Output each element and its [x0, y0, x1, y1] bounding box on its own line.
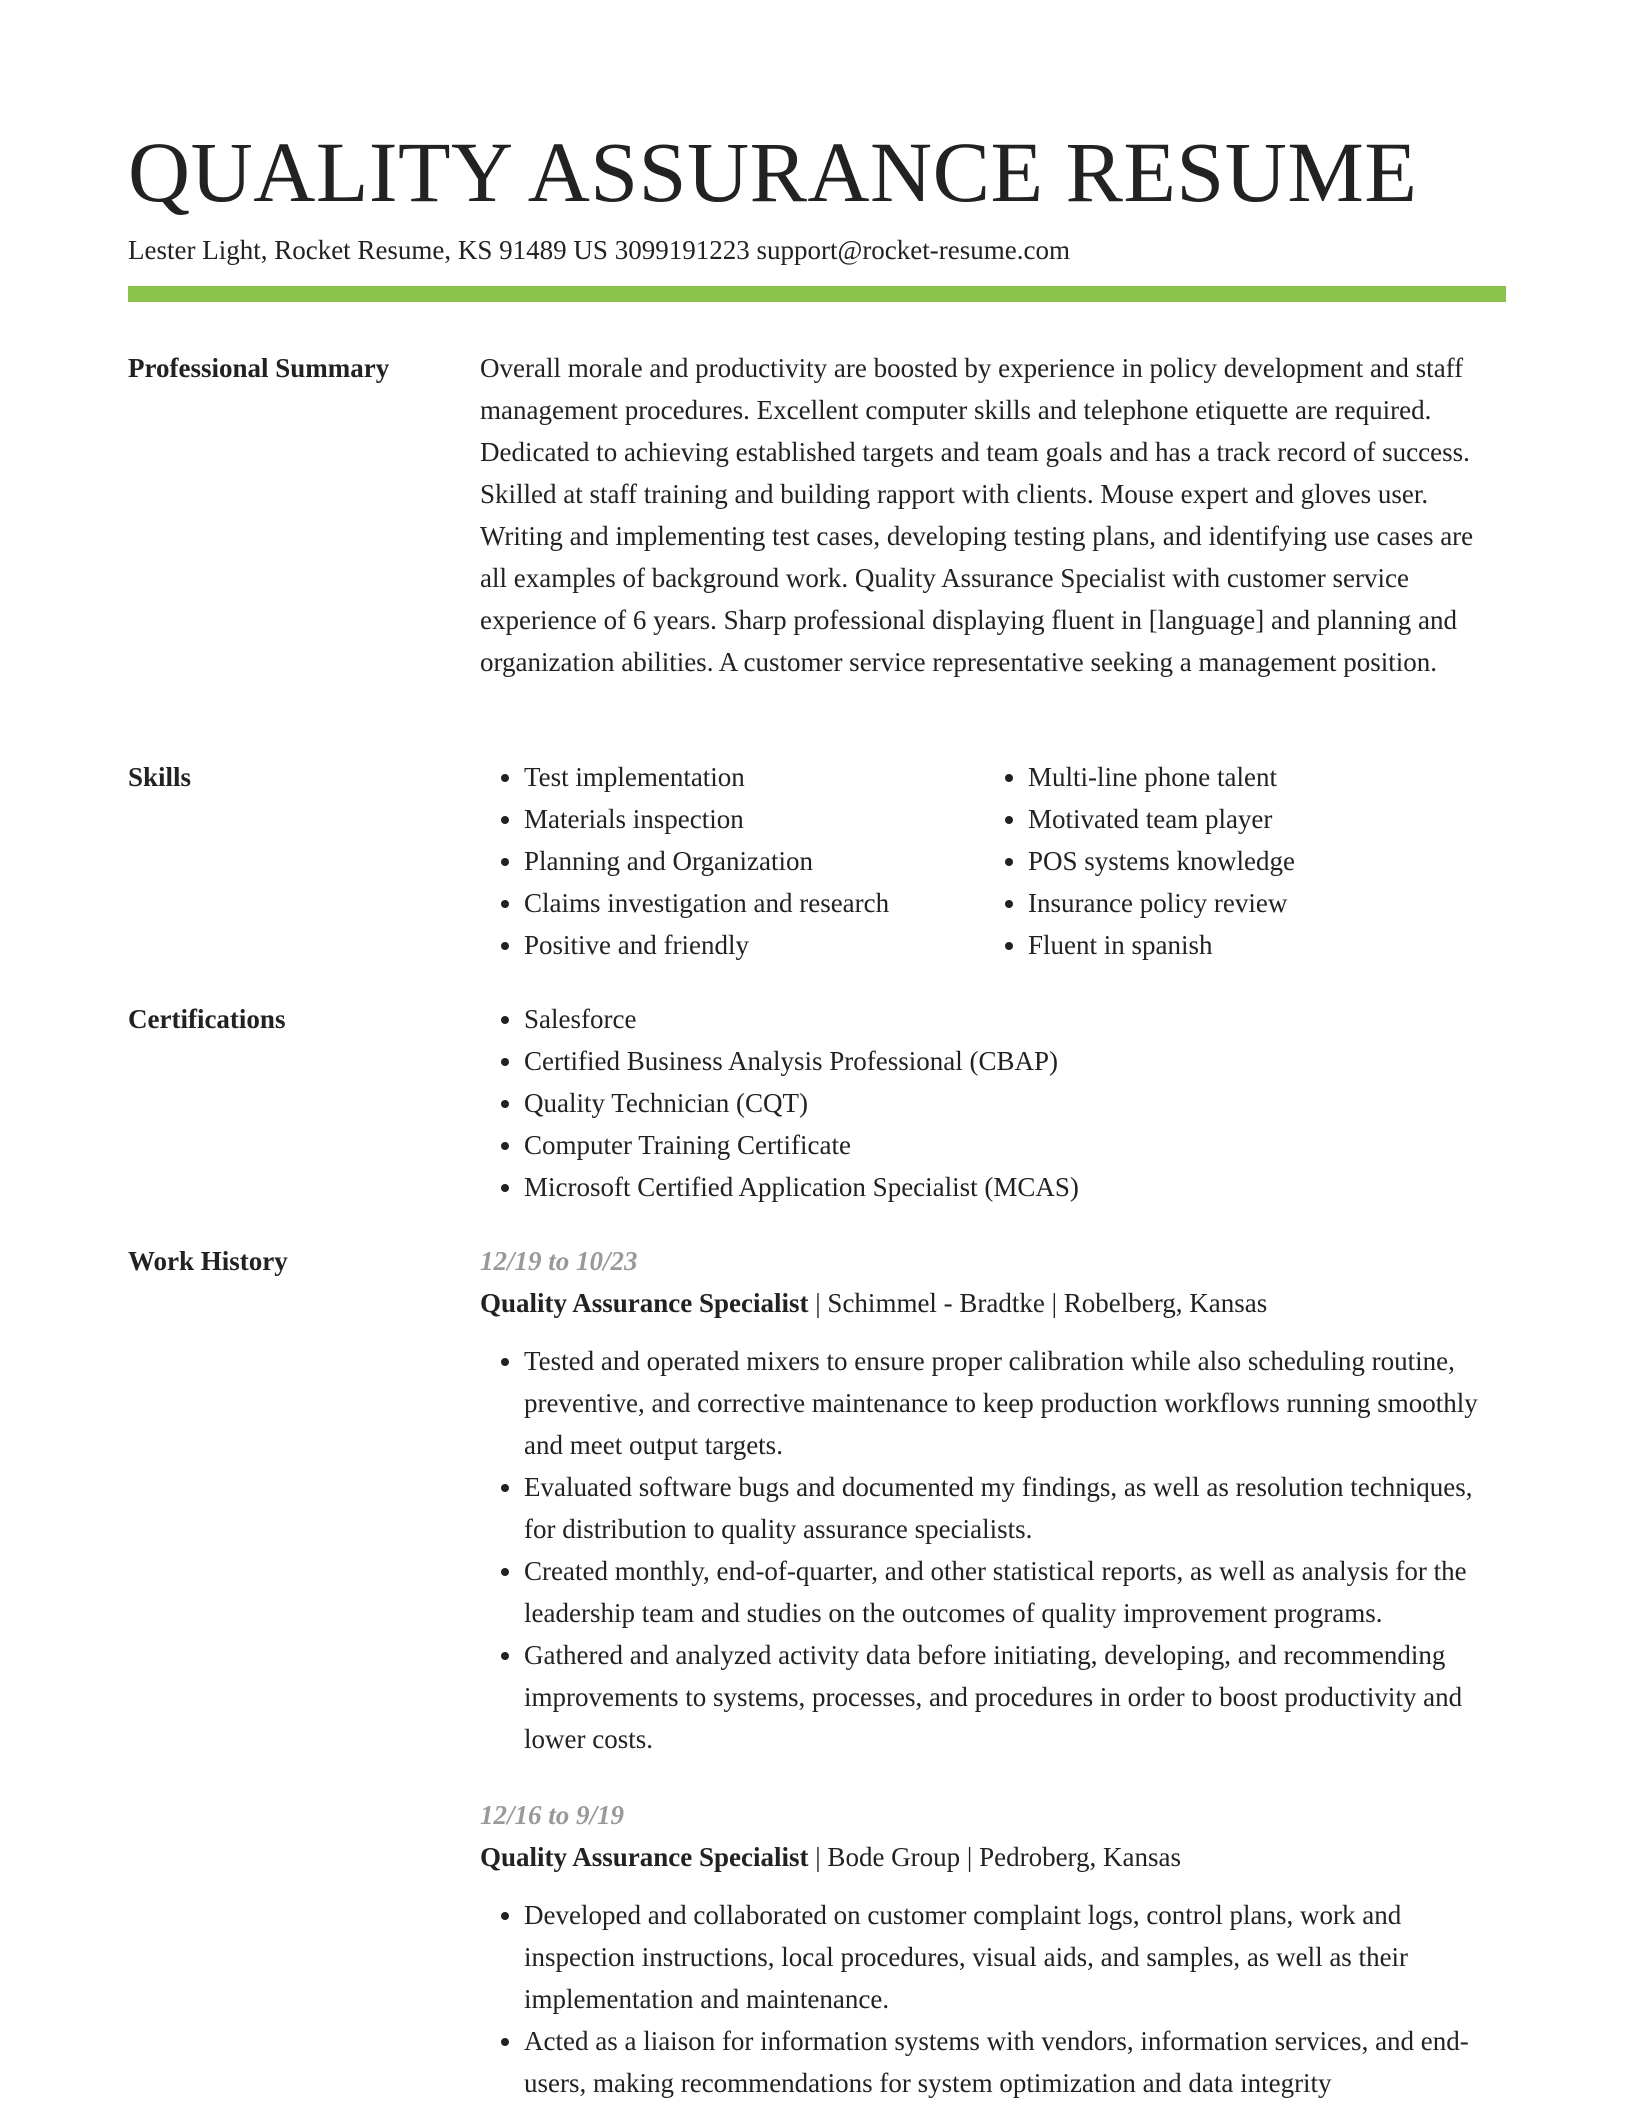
job-title: Quality Assurance Specialist: [480, 1842, 809, 1872]
skills-body: [480, 756, 1506, 966]
job-bullet: • Created monthly, end-of-quarter, and other statistical reports, as well as analysis for the leadership team and studies on the outcomes of quality improvement programs.: [524, 1550, 1506, 1634]
skills-label: Skills: [128, 762, 192, 792]
job-bullet: • Tested and operated mixers to ensure proper calibration while also scheduling routine, preventive, and corrective maintenance to keep production workflows running smoothly and meet output targets.: [524, 1340, 1506, 1466]
job-bullet: • Gathered and analyzed activity data before initiating, developing, and recommending improvements to systems, processes, and procedures in order to boost productivity and lower costs.: [524, 1634, 1506, 1760]
skill-item: • Fluent in spanish: [1028, 924, 1488, 966]
job-bullet: • Evaluated software bugs and documented my findings, as well as resolution techniques, for distribution to quality assurance specialists.: [524, 1466, 1506, 1550]
skill-item: • Planning and Organization: [524, 840, 984, 882]
skill-item: • POS systems knowledge: [1028, 840, 1488, 882]
job-dates: 12/16 to 9/19: [480, 1800, 625, 1830]
job-bullets: [480, 1340, 1506, 1760]
job-details: | Bode Group | Pedroberg, Kansas: [808, 1842, 1182, 1872]
job-bullet: • Acted as a liaison for information systems with vendors, information services, and end-users, making recommendations for system optimization and data integrity: [524, 2020, 1506, 2104]
certification-item: • Salesforce: [524, 998, 1506, 1040]
skill-item: • Positive and friendly: [524, 924, 984, 966]
skill-item: • Materials inspection: [524, 798, 984, 840]
certifications-body: [480, 998, 1506, 1208]
skill-item: • Motivated team player: [1028, 798, 1488, 840]
certification-item: • Computer Training Certificate: [524, 1124, 1506, 1166]
job-entry: [480, 1240, 1506, 1760]
certification-item: • Microsoft Certified Application Specialist (MCAS): [524, 1166, 1506, 1208]
summary-label: Professional Summary: [128, 353, 390, 383]
skills-list-right: [984, 756, 1488, 966]
job-dates: 12/19 to 10/23: [480, 1246, 638, 1276]
certifications-label: Certifications: [128, 1004, 286, 1034]
job-details: | Schimmel - Bradtke | Robelberg, Kansas: [808, 1288, 1268, 1318]
certifications-list: [480, 998, 1506, 1208]
summary-body: [480, 347, 1506, 683]
skills-list-left: [480, 756, 984, 966]
work-history-body: [480, 1240, 1506, 2104]
summary-text: Overall morale and productivity are boosted by experience in policy development and staff management procedures. Excellent computer skills and telephone etiquette are required. Dedicated to achieving established targets and team goals and has a track record of success. Skilled at staff training and building rapport with clients. Mouse expert and gloves user. Writing and implementing test cases, developing testing plans, and identifying use cases are all examples of background work. Quality Assurance Specialist with customer service experience of 6 years. Sharp professional displaying fluent in [language] and planning and organization abilities. A customer service representative seeking a management position.: [480, 353, 1474, 677]
job-bullets: [480, 1894, 1506, 2104]
certification-item: • Quality Technician (CQT): [524, 1082, 1506, 1124]
skill-item: • Insurance policy review: [1028, 882, 1488, 924]
job-header: [480, 1282, 1506, 1324]
job-entry: [480, 1794, 1506, 2104]
work-history-label: Work History: [128, 1246, 288, 1276]
header-divider: [128, 286, 1506, 302]
job-bullet: • Developed and collaborated on customer complaint logs, control plans, work and inspection instructions, local procedures, visual aids, and samples, as well as their implementation and maintenance.: [524, 1894, 1506, 2020]
skill-item: • Multi-line phone talent: [1028, 756, 1488, 798]
certification-item: • Certified Business Analysis Professional (CBAP): [524, 1040, 1506, 1082]
skill-item: • Claims investigation and research: [524, 882, 984, 924]
job-title: Quality Assurance Specialist: [480, 1288, 809, 1318]
contact-line: Lester Light, Rocket Resume, KS 91489 US 3099191223 support@rocket-resume.com: [128, 235, 1070, 265]
resume-title: QUALITY ASSURANCE RESUME: [128, 124, 1418, 220]
job-header: [480, 1836, 1506, 1878]
skill-item: • Test implementation: [524, 756, 984, 798]
